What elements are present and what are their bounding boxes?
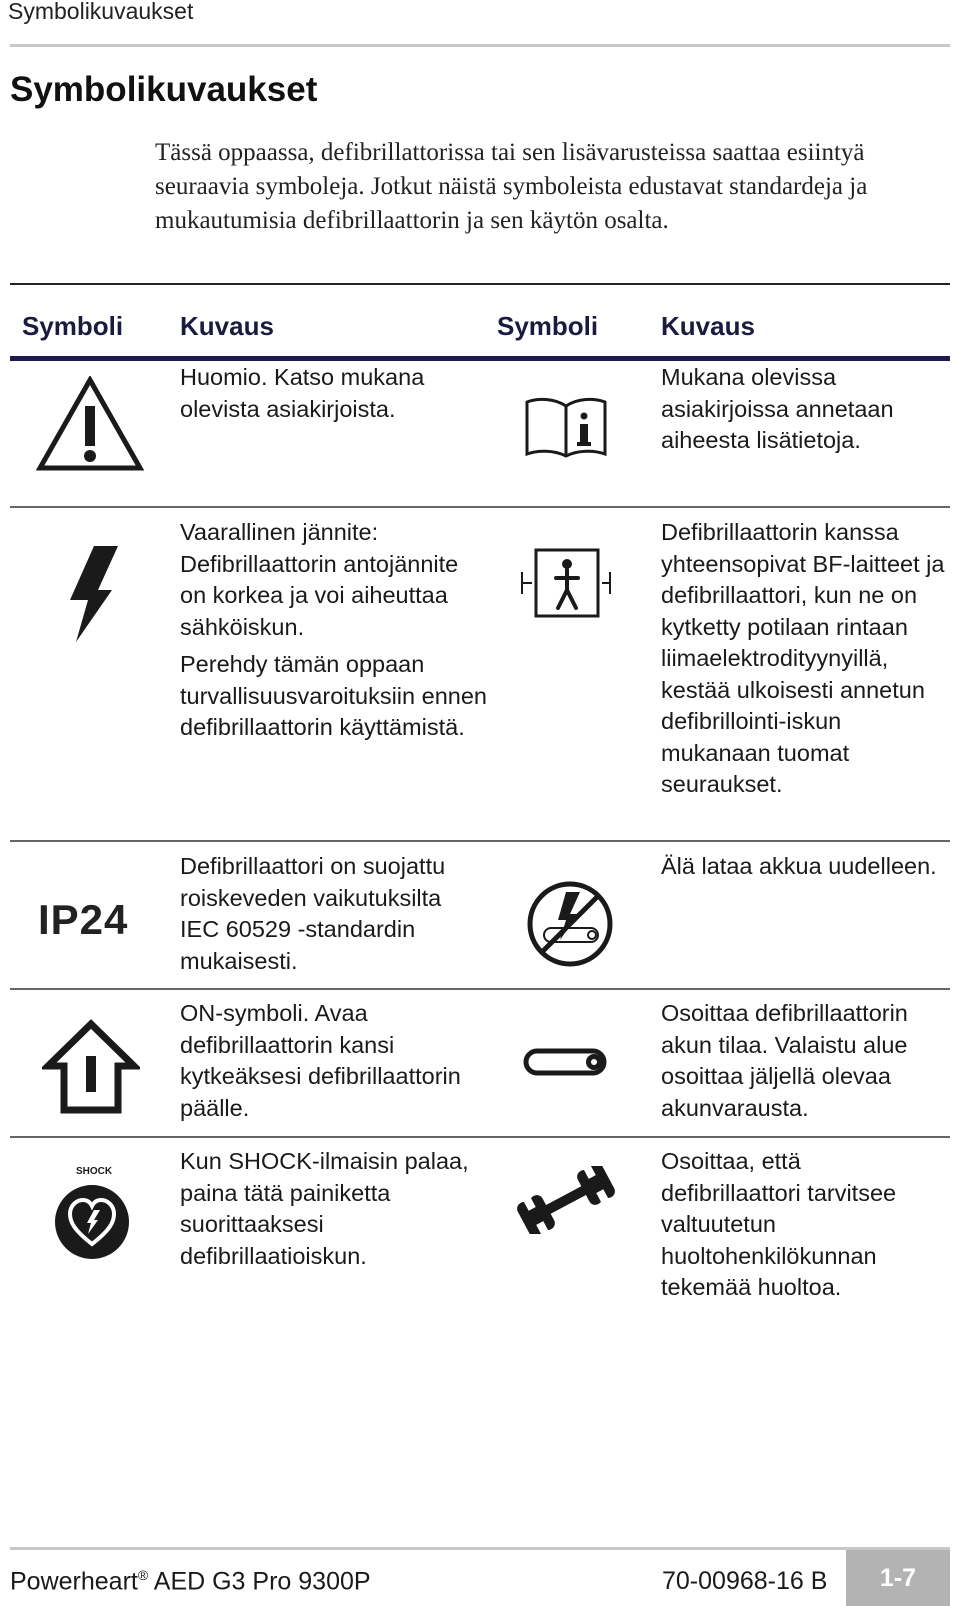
- description-service-required: [661, 1146, 941, 1304]
- column-header-symbol-right: Symboli: [497, 311, 599, 341]
- document-code: 70-00968-16 B: [662, 1567, 828, 1595]
- description-text: Huomio. Katso mukana olevista asiakirjoista.: [180, 364, 425, 422]
- ip24-label: IP24: [38, 896, 129, 943]
- description-text: Osoittaa, että defibrillaattori tarvitsee valtuutetun huoltohenkilökunnan tekemää huoltoa.: [661, 1148, 897, 1300]
- high-voltage-icon: [64, 544, 124, 644]
- description-on-symbol: [180, 998, 480, 1124]
- description-text: Mukana olevissa asiakirjoissa annetaan aiheesta lisätietoja.: [661, 364, 894, 453]
- description-text: Osoittaa defibrillaattorin akun tilaa. Valaistu alue osoittaa jäljellä olevaa akunvarausta.: [661, 1000, 908, 1121]
- row-rule: [10, 840, 950, 842]
- column-header-description-left: Kuvaus: [180, 311, 274, 341]
- registered-mark: ®: [137, 1567, 149, 1583]
- table-header-rule: [10, 356, 950, 361]
- page-title: Symbolikuvaukset: [10, 70, 318, 109]
- description-documentation: [661, 362, 941, 457]
- bf-applied-part-icon: [518, 548, 614, 620]
- column-header-symbol-left: Symboli: [22, 311, 124, 341]
- description-caution: [180, 362, 480, 425]
- table-top-rule: [10, 283, 950, 285]
- header-rule: [10, 44, 950, 47]
- no-recharge-battery-icon: [526, 880, 614, 968]
- column-header-description-right: Kuvaus: [661, 311, 755, 341]
- row-rule: [10, 988, 950, 990]
- row-rule: [10, 506, 950, 508]
- description-bf-equipment: [661, 517, 946, 801]
- running-header: Symbolikuvaukset: [8, 0, 194, 24]
- description-text: ON-symboli. Avaa defibrillaattorin kansi kytkeäksesi defibrillaattorin päälle.: [180, 1000, 461, 1121]
- description-shock-button: [180, 1146, 480, 1272]
- info-manual-icon: [524, 396, 608, 458]
- wrench-icon: [516, 1166, 616, 1234]
- description-battery-status: [661, 998, 946, 1124]
- description-text: Vaarallinen jännite: Defibrillaattorin antojännite on korkea ja voi aiheuttaa sähköiskun.: [180, 519, 459, 640]
- footer-product: [10, 1567, 371, 1596]
- description-no-recharge: [661, 851, 941, 883]
- product-model: AED G3 Pro 9300P: [153, 1567, 371, 1596]
- battery-status-icon: [523, 1046, 609, 1078]
- intro-paragraph: Tässä oppaassa, defibrillattorissa tai sen lisävarusteissa saattaa esiintyä seuraavia symboleja. Jotkut näistä symboleista edustavat standardeja ja mukautumisia defibrillaattorin ja sen käytön osalta.: [155, 139, 868, 234]
- description-dangerous-voltage: [180, 517, 490, 744]
- description-text: Defibrillaattorin kanssa yhteensopivat BF-laitteet ja defibrillaattori, kun ne on kytketty potilaan rintaan liimaelektrodityynyillä, kestää ulkoisesti annetun defibrillointi-iskun mukanaan tuomat seuraukset.: [661, 519, 945, 797]
- description-text: Defibrillaattori on suojattu roiskeveden vaikutuksilta IEC 60529 -standardin mukaisesti.: [180, 853, 446, 974]
- page-number: 1-7: [846, 1550, 950, 1606]
- description-splash-protection: [180, 851, 480, 977]
- description-text-secondary: Perehdy tämän oppaan turvallisuusvaroituksiin ennen defibrillaattorin käyttämistä.: [180, 651, 487, 740]
- product-name: Powerheart: [10, 1567, 138, 1596]
- on-house-icon: [42, 1018, 140, 1116]
- footer-rule: [10, 1547, 950, 1550]
- row-rule: [10, 1136, 950, 1138]
- warning-triangle-icon: [36, 376, 144, 472]
- shock-label: SHOCK: [76, 1166, 113, 1177]
- description-text: Kun SHOCK-ilmaisin palaa, paina tätä painiketta suorittaaksesi defibrillaatioiskun.: [180, 1148, 469, 1269]
- description-text: Älä lataa akkua uudelleen.: [661, 853, 937, 879]
